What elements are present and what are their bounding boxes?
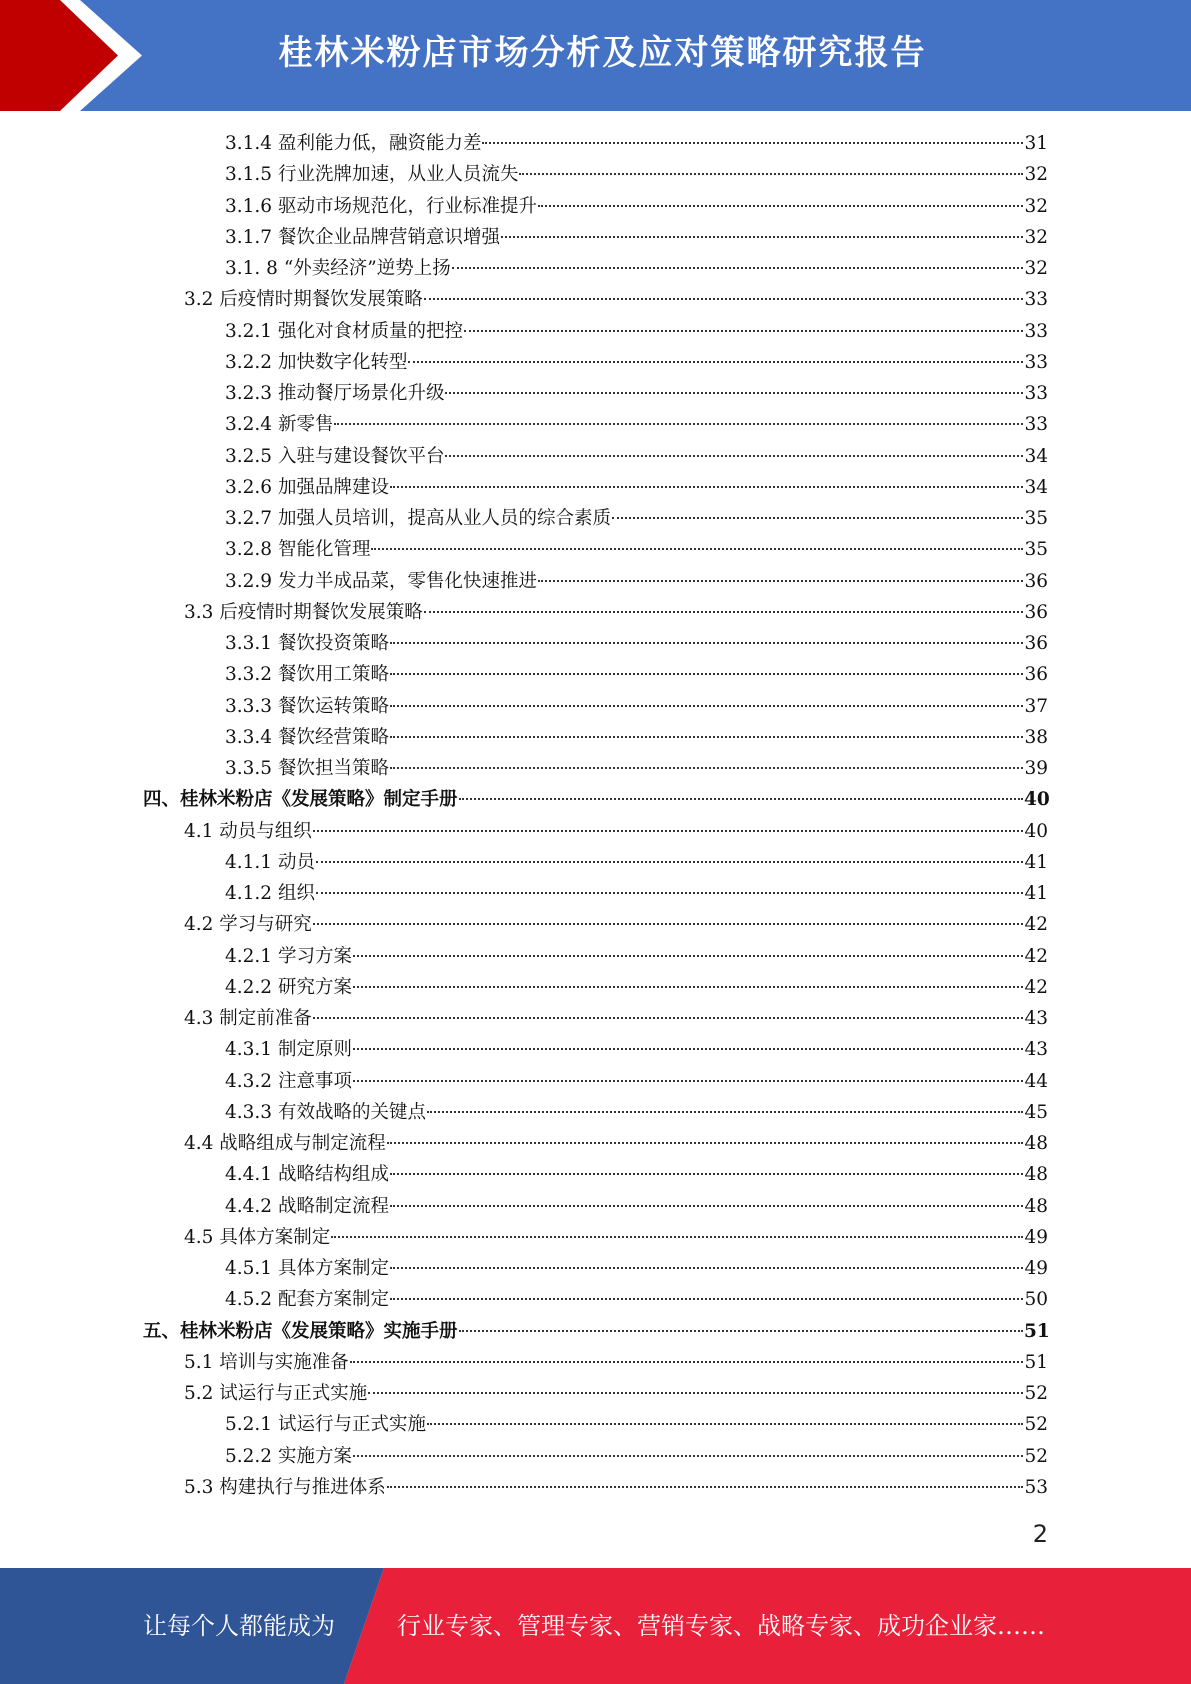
toc-dot-leader [408,361,1023,363]
toc-entry-label: 4.1.2 组织 [225,883,315,904]
page-number: 2 [1032,1520,1048,1548]
toc-entry-label: 3.2 后疫情时期餐饮发展策略 [184,289,423,311]
toc-entry[interactable] [0,1472,1191,1503]
toc-entry-page: 52 [1024,1414,1048,1436]
toc-entry-label: 4.3 制定前准备 [184,1008,312,1029]
toc-entry-page: 48 [1024,1133,1048,1154]
toc-entry-label: 4.3.3 有效战略的关键点 [225,1101,426,1123]
toc-dot-leader [368,1392,1023,1394]
toc-entry[interactable] [0,691,1191,722]
toc-entry-label: 3.1.6 驱动市场规范化，行业标准提升 [225,195,537,217]
toc-entry-page: 41 [1024,851,1048,873]
toc-entry-page: 37 [1024,695,1048,717]
toc-dot-leader [316,861,1023,863]
toc-entry-page: 32 [1024,164,1048,186]
toc-entry-page: 35 [1024,508,1048,529]
toc-entry[interactable] [0,1441,1191,1472]
toc-entry-page: 44 [1024,1070,1048,1092]
toc-entry-label: 3.3.2 餐饮用工策略 [225,664,389,686]
toc-entry[interactable] [0,597,1191,628]
toc-dot-leader [538,580,1023,582]
toc-dot-leader [387,1486,1023,1488]
toc-entry[interactable] [0,1347,1191,1378]
toc-entry[interactable] [0,847,1191,878]
toc-entry-page: 32 [1024,226,1048,248]
toc-dot-leader [538,205,1023,207]
toc-entry-label: 3.2.9 发力半成品菜，零售化快速推进 [225,570,537,592]
toc-entry-page: 50 [1024,1289,1048,1311]
toc-dot-leader [353,986,1023,988]
toc-entry[interactable] [0,972,1191,1003]
toc-dot-leader [353,955,1023,957]
toc-entry-label: 5.3 构建执行与推进体系 [184,1476,386,1498]
toc-entry[interactable] [0,284,1191,315]
toc-dot-leader [427,1423,1023,1425]
toc-entry[interactable] [0,222,1191,253]
toc-dot-leader [390,673,1023,675]
toc-dot-leader [390,705,1023,707]
toc-dot-leader [353,1080,1023,1082]
toc-entry[interactable] [0,128,1191,159]
toc-entry[interactable] [0,1222,1191,1253]
toc-entry[interactable] [0,628,1191,659]
toc-dot-leader [501,236,1023,238]
toc-entry-label: 4.4.1 战略结构组成 [225,1164,389,1186]
toc-entry[interactable] [0,1034,1191,1065]
toc-entry-label: 4.2 学习与研究 [184,914,312,936]
toc-dot-leader [445,455,1023,457]
toc-entry-label: 3.3.5 餐饮担当策略 [225,758,389,779]
toc-dot-leader [387,1142,1023,1144]
toc-entry-label: 5.1 培训与实施准备 [184,1351,349,1373]
toc-entry-page: 31 [1024,133,1048,154]
toc-dot-leader [452,267,1023,269]
toc-entry-label: 4.5 具体方案制定 [184,1226,331,1248]
toc-dot-leader [353,1455,1023,1457]
toc-entry-page: 48 [1024,1164,1048,1186]
toc-entry[interactable] [0,753,1191,784]
toc-entry-label: 3.2.7 加强人员培训，提高从业人员的综合素质 [225,508,611,529]
toc-entry-page: 48 [1024,1195,1048,1217]
toc-entry[interactable] [0,1066,1191,1097]
toc-dot-leader [482,142,1023,144]
toc-entry-label: 3.3.4 餐饮经营策略 [225,726,389,748]
toc-entry-label: 3.1. 8 “外卖经济”逆势上扬 [225,258,451,279]
toc-entry[interactable] [0,534,1191,565]
toc-entry[interactable] [0,909,1191,940]
toc-entry[interactable] [0,1284,1191,1315]
toc-dot-leader [390,1173,1023,1175]
toc-dot-leader [390,1267,1023,1269]
toc-dot-leader [424,611,1023,613]
toc-entry[interactable] [0,566,1191,597]
toc-dot-leader [390,1205,1023,1207]
toc-entry[interactable] [0,316,1191,347]
toc-entry-page: 38 [1024,726,1048,748]
toc-entry-page: 42 [1024,914,1048,936]
toc-entry-label: 4.4 战略组成与制定流程 [184,1133,386,1154]
toc-entry-page: 33 [1024,320,1048,342]
toc-entry[interactable] [0,784,1191,815]
toc-entry[interactable] [0,191,1191,222]
toc-entry-page: 33 [1024,351,1048,373]
toc-entry-page: 51 [1024,1320,1050,1342]
toc-entry[interactable] [0,472,1191,503]
toc-dot-leader [313,830,1023,832]
toc-entry-page: 34 [1024,476,1048,498]
toc-entry-label: 3.3.3 餐饮运转策略 [225,695,389,717]
toc-entry[interactable] [0,1409,1191,1440]
toc-entry-label: 4.2.1 学习方案 [225,945,352,967]
toc-dot-leader [519,173,1023,175]
toc-entry-page: 52 [1024,1445,1048,1467]
toc-dot-leader [612,517,1023,519]
toc-entry-label: 5.2 试运行与正式实施 [184,1383,368,1404]
footer-slogan-left: 让每个人都能成为 [143,1612,335,1640]
toc-entry[interactable] [0,1378,1191,1409]
toc-entry-label: 3.1.4 盈利能力低，融资能力差 [225,133,482,154]
toc-entry[interactable] [0,722,1191,753]
toc-dot-leader [313,1017,1023,1019]
toc-entry[interactable] [0,941,1191,972]
toc-entry-page: 33 [1024,383,1048,404]
toc-entry-label: 3.2.6 加强品牌建设 [225,476,389,498]
toc-entry-label: 3.3 后疫情时期餐饮发展策略 [184,601,423,623]
toc-entry-label: 3.2.1 强化对食材质量的把控 [225,320,463,342]
toc-entry-page: 49 [1024,1226,1048,1248]
toc-entry-page: 52 [1024,1383,1048,1404]
toc-entry-page: 43 [1024,1039,1048,1061]
toc-dot-leader [313,923,1023,925]
toc-entry-label: 4.1 动员与组织 [184,820,312,842]
toc-entry[interactable] [0,816,1191,847]
toc-entry-page: 53 [1024,1476,1048,1498]
toc-entry-page: 33 [1024,414,1048,436]
toc-entry[interactable] [0,1128,1191,1159]
toc-entry-page: 43 [1024,1008,1048,1029]
toc-entry-page: 40 [1024,789,1050,811]
toc-entry[interactable] [0,659,1191,690]
toc-entry-label: 3.3.1 餐饮投资策略 [225,633,389,654]
toc-entry[interactable] [0,441,1191,472]
toc-entry-label: 5.2.2 实施方案 [225,1445,352,1467]
toc-dot-leader [464,330,1023,332]
page-header [0,0,1191,111]
toc-entry-label: 3.2.8 智能化管理 [225,539,371,561]
toc-entry-label: 四、桂林米粉店《发展策略》制定手册 [143,789,458,811]
toc-entry[interactable] [0,1316,1191,1347]
footer-slogan-right: 行业专家、管理专家、营销专家、战略专家、成功企业家…… [397,1612,1045,1640]
toc-entry-page: 49 [1024,1258,1048,1279]
toc-entry-page: 36 [1024,570,1048,592]
toc-entry[interactable] [0,878,1191,909]
toc-entry[interactable] [0,503,1191,534]
toc-dot-leader [331,1236,1023,1238]
toc-dot-leader [424,298,1023,300]
document-title: 桂林米粉店市场分析及应对策略研究报告 [278,33,927,73]
toc-entry[interactable] [0,378,1191,409]
toc-entry-label: 4.2.2 研究方案 [225,976,352,998]
toc-entry-page: 36 [1024,633,1048,654]
toc-dot-leader [390,486,1023,488]
toc-dot-leader [334,423,1023,425]
toc-dot-leader [350,1361,1023,1363]
toc-entry-page: 36 [1024,664,1048,686]
toc-dot-leader [427,1111,1023,1113]
toc-entry-page: 41 [1024,883,1048,904]
toc-entry-page: 51 [1024,1351,1048,1373]
toc-entry-page: 40 [1024,820,1048,842]
toc-entry-label: 3.2.5 入驻与建设餐饮平台 [225,445,445,467]
toc-entry[interactable] [0,1097,1191,1128]
toc-entry-page: 33 [1024,289,1048,311]
toc-entry-label: 3.1.5 行业洗牌加速，从业人员流失 [225,164,519,186]
toc-entry[interactable] [0,159,1191,190]
toc-dot-leader [390,1298,1023,1300]
toc-entry-label: 4.3.2 注意事项 [225,1070,352,1092]
toc-entry-page: 42 [1024,945,1048,967]
toc-dot-leader [390,642,1023,644]
toc-dot-leader [390,767,1023,769]
toc-entry[interactable] [0,1253,1191,1284]
toc-entry-page: 42 [1024,976,1048,998]
page-footer [0,1568,1191,1684]
toc-entry-page: 35 [1024,539,1048,561]
toc-entry-label: 4.5.2 配套方案制定 [225,1289,389,1311]
toc-entry-label: 4.3.1 制定原则 [225,1039,352,1061]
toc-entry-label: 5.2.1 试运行与正式实施 [225,1414,426,1436]
toc-dot-leader [316,892,1023,894]
toc-entry-page: 32 [1024,195,1048,217]
toc-entry-label: 4.1.1 动员 [225,851,315,873]
toc-entry-label: 4.5.1 具体方案制定 [225,1258,389,1279]
toc-entry-label: 3.1.7 餐饮企业品牌营销意识增强 [225,226,500,248]
toc-entry-page: 32 [1024,258,1048,279]
toc-dot-leader [459,1330,1023,1332]
toc-entry-label: 3.2.4 新零售 [225,414,334,436]
toc-entry-label: 3.2.3 推动餐厅场景化升级 [225,383,445,404]
toc-dot-leader [390,736,1023,738]
toc-dot-leader [371,548,1023,550]
toc-entry[interactable] [0,1191,1191,1222]
toc-dot-leader [445,392,1023,394]
toc-entry[interactable] [0,1159,1191,1190]
toc-dot-leader [353,1048,1023,1050]
toc-entry[interactable] [0,253,1191,284]
toc-entry-page: 45 [1024,1101,1048,1123]
toc-entry-label: 3.2.2 加快数字化转型 [225,351,408,373]
toc-entry[interactable] [0,1003,1191,1034]
toc-entry[interactable] [0,347,1191,378]
toc-entry-page: 39 [1024,758,1048,779]
toc-entry-label: 五、桂林米粉店《发展策略》实施手册 [143,1320,458,1342]
toc-entry-label: 4.4.2 战略制定流程 [225,1195,389,1217]
table-of-contents [0,128,1191,1503]
toc-dot-leader [459,798,1023,800]
toc-entry-page: 36 [1024,601,1048,623]
toc-entry[interactable] [0,409,1191,440]
toc-entry-page: 34 [1024,445,1048,467]
